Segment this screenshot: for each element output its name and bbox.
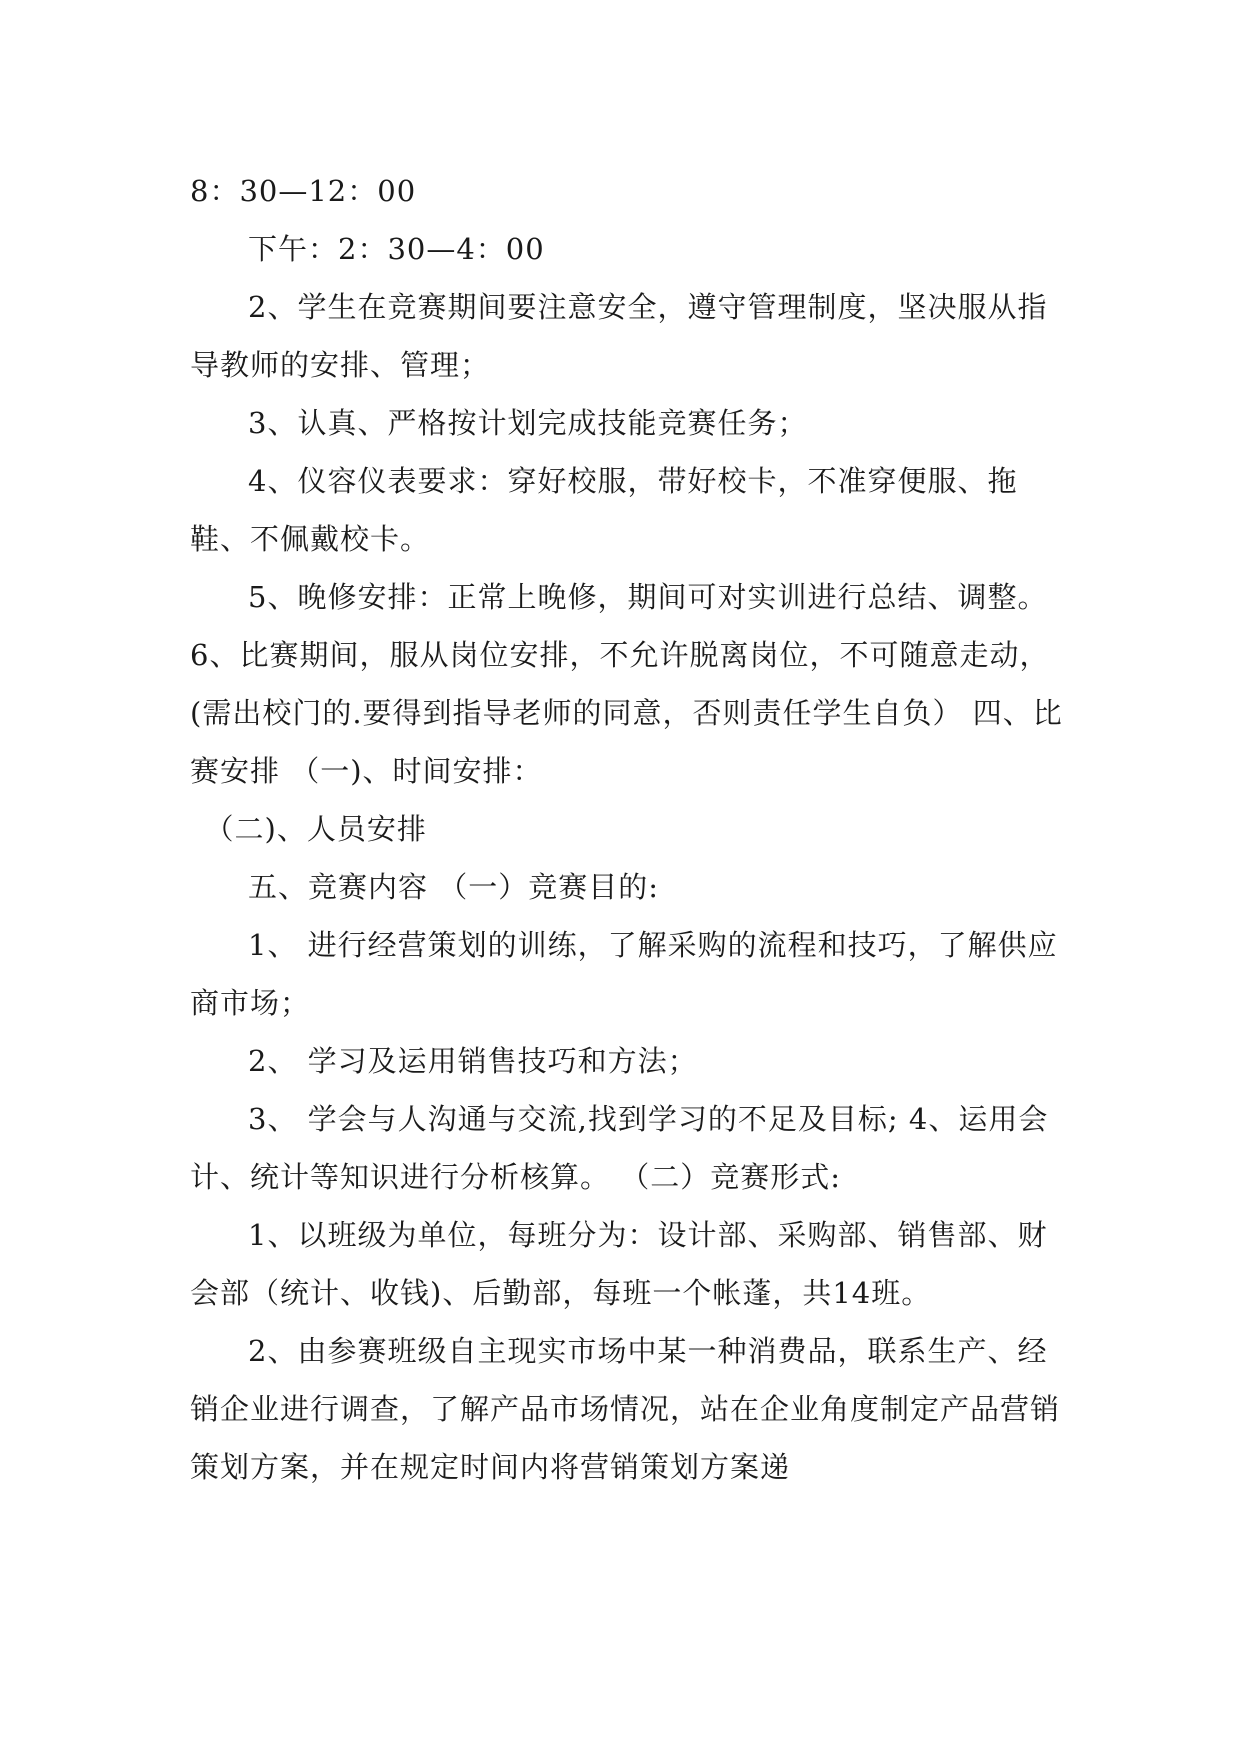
paragraph-rule-3: 3、认真、严格按计划完成技能竞赛任务； bbox=[248, 406, 808, 440]
paragraph-staff-arrangement: （二)、人员安排 bbox=[204, 812, 427, 846]
paragraph-time-morning: 8：30—12：00 bbox=[190, 174, 417, 208]
paragraph-rule-4: 4、仪容仪表要求：穿好校服，带好校卡，不准穿便服、拖鞋、不佩戴校卡。 bbox=[190, 464, 1018, 556]
document-body bbox=[190, 162, 1070, 1496]
paragraph-rule-2: 2、学生在竞赛期间要注意安全，遵守管理制度，坚决服从指导教师的安排、管理； bbox=[190, 290, 1048, 382]
paragraph-goal-3-4: 3、 学会与人沟通与交流,找到学习的不足及目标; 4、运用会计、统计等知识进行分析核算。 （二）竞赛形式: bbox=[190, 1102, 1049, 1194]
paragraph-form-1: 1、以班级为单位，每班分为：设计部、采购部、销售部、财会部（统计、收钱)、后勤部，每班一个帐蓬，共14班。 bbox=[190, 1218, 1048, 1310]
paragraph-section-5: 五、竞赛内容 （一）竞赛目的: bbox=[248, 870, 659, 904]
paragraph-goal-2: 2、 学习及运用销售技巧和方法； bbox=[248, 1044, 698, 1078]
paragraph-time-afternoon: 下午：2：30—4：00 bbox=[248, 232, 545, 266]
paragraph-rule-5-6: 5、晚修安排：正常上晚修，期间可对实训进行总结、调整。 6、比赛期间，服从岗位安排，不允许脱离岗位，不可随意走动，(需出校门的.要得到指导老师的同意，否则责任学生自负） 四、比赛安排 （一)、时间安排： bbox=[190, 580, 1063, 788]
paragraph-goal-1: 1、 进行经营策划的训练，了解采购的流程和技巧，了解供应商市场； bbox=[190, 928, 1058, 1020]
paragraph-form-2: 2、由参赛班级自主现实市场中某一种消费品，联系生产、经销企业进行调查，了解产品市场情况，站在企业角度制定产品营销策划方案，并在规定时间内将营销策划方案递 bbox=[190, 1334, 1061, 1484]
